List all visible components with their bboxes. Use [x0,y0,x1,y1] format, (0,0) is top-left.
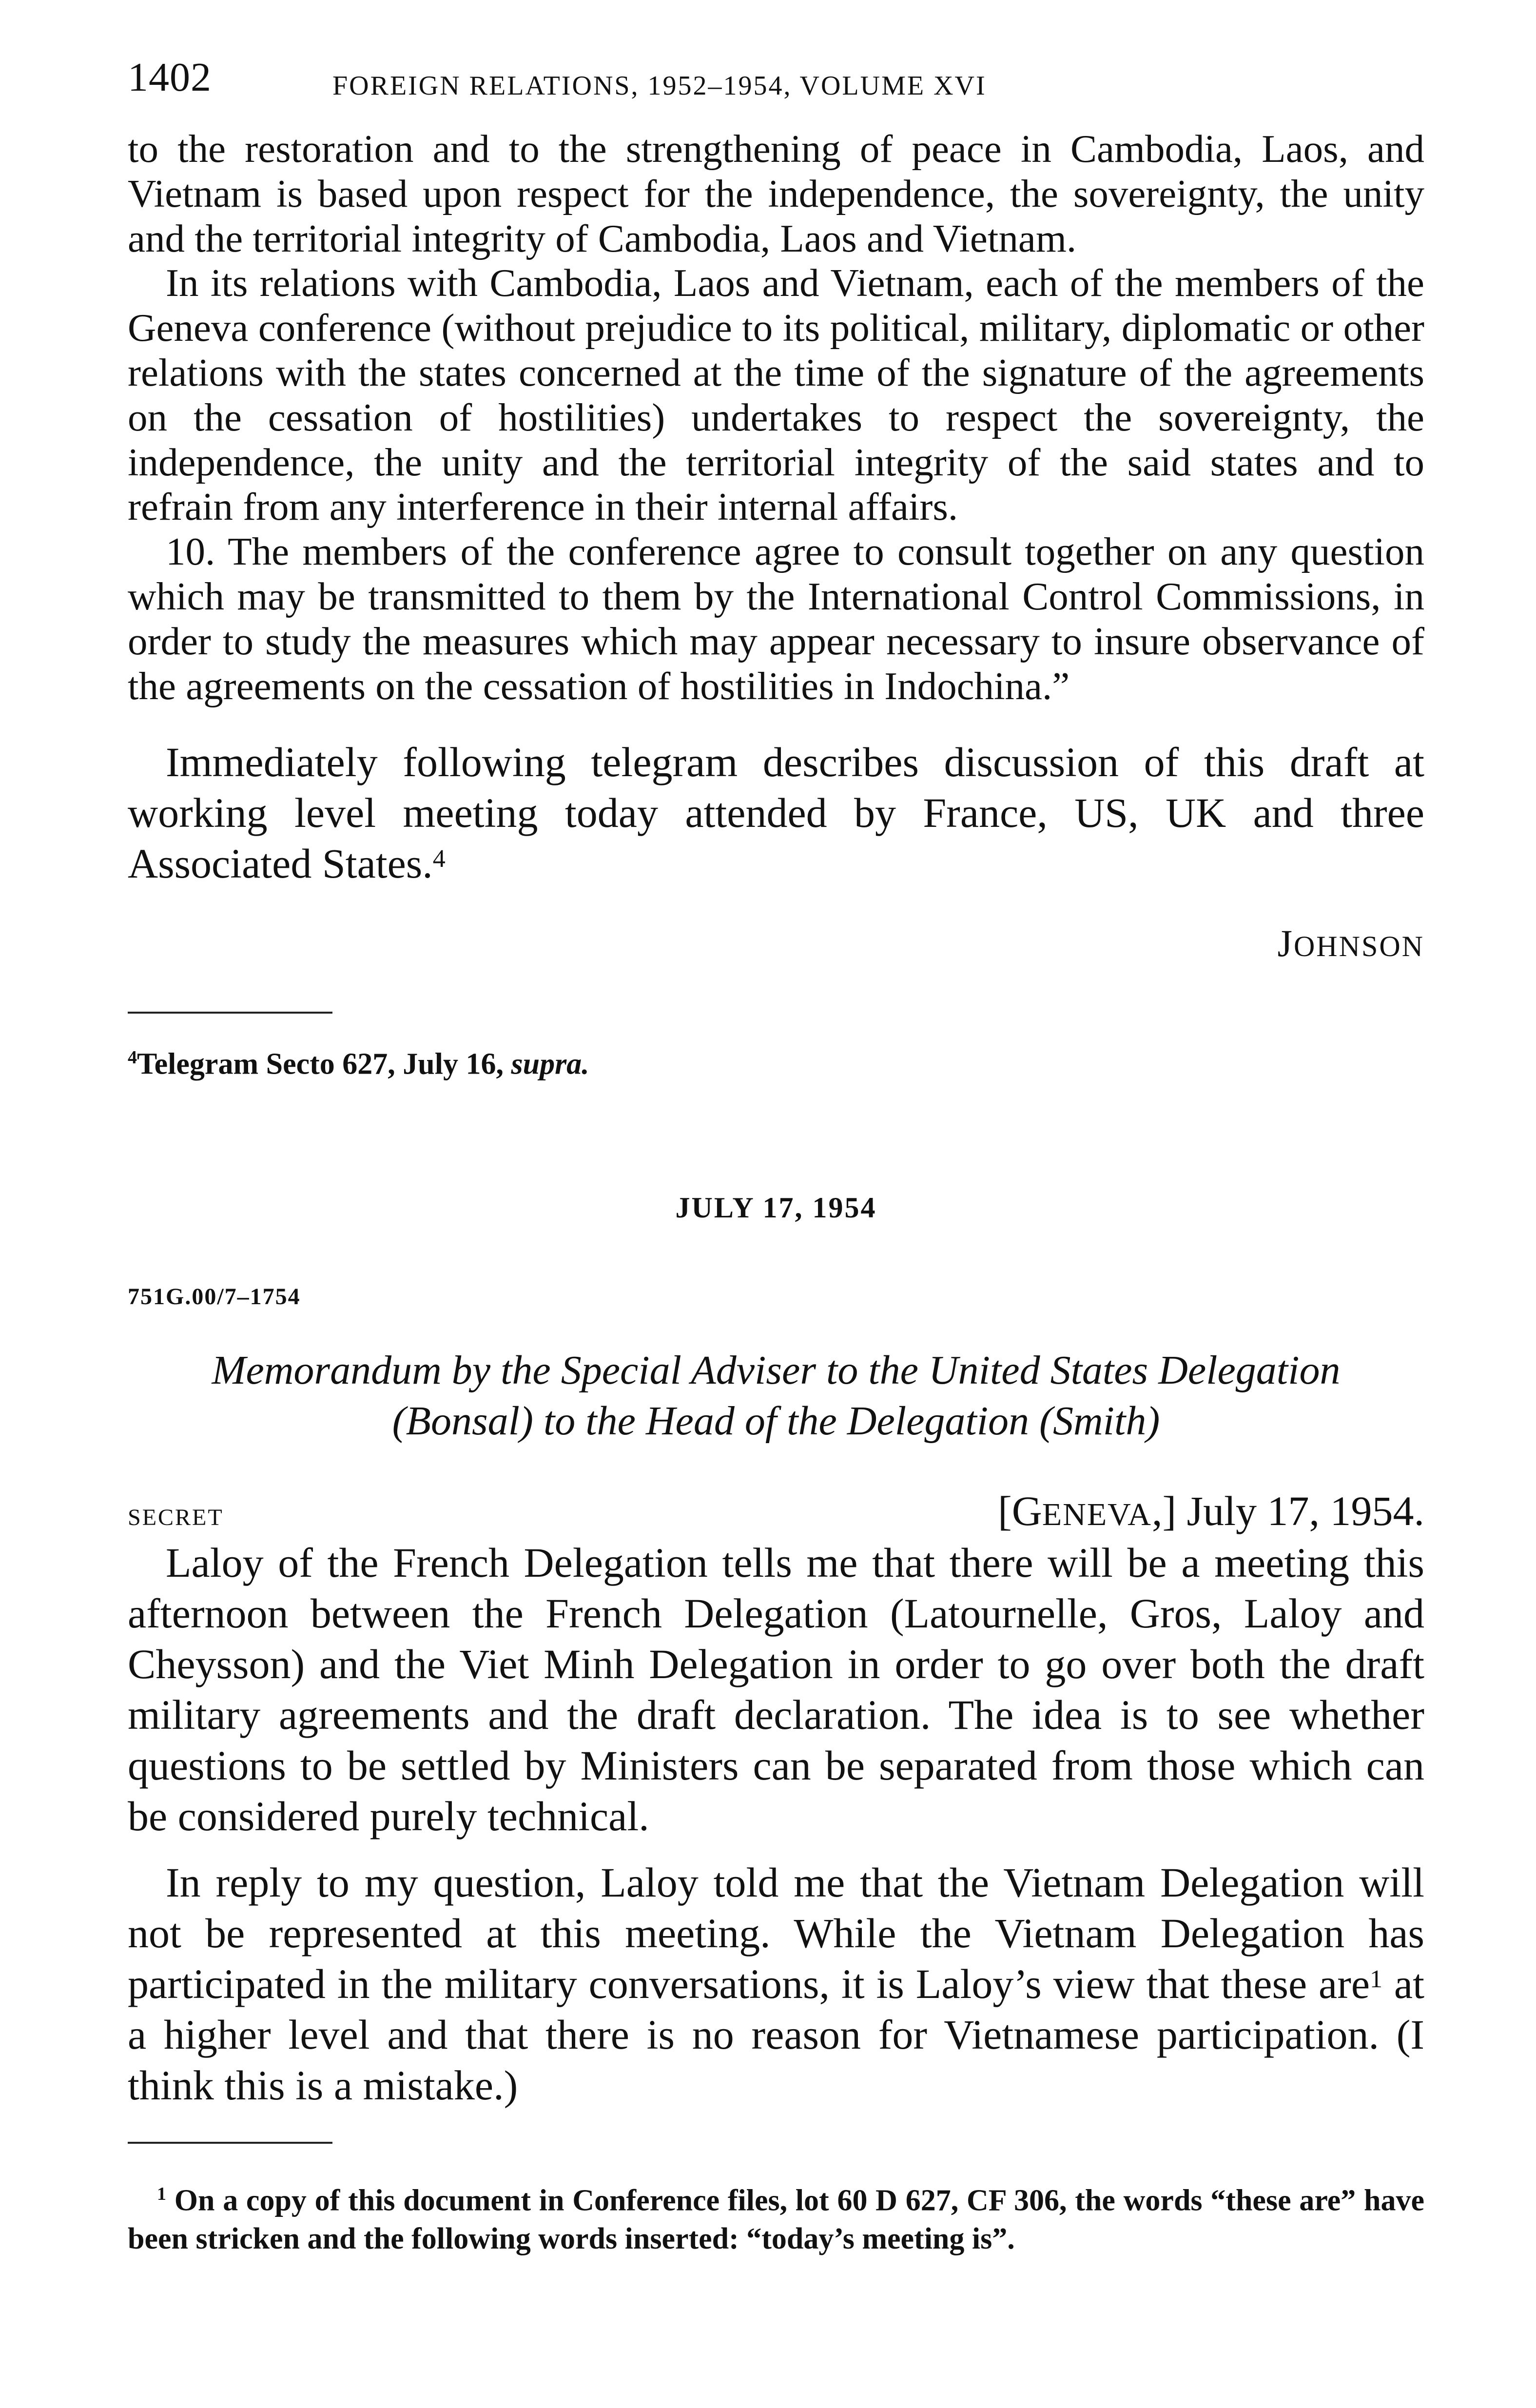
memo-paragraph-1: Laloy of the French Delegation tells me that there will be a meeting this afternoon between the French Delegation (Latournelle, Gros, Laloy and Cheysson) and the Viet Minh Delegation in order to go over both the draft military agreements and the draft declaration. The idea is to see whether questions to be settled by Ministers can be separated from those which can be considered purely technical. [128,1539,1424,1840]
classification-line [128,1487,1424,1537]
memo-text-a: In reply to my question, Laloy told me that the Vietnam Delegation will not be represented at this meeting. While the Vietnam Delegation has participated in the military conversations, it is Laloy’s view that these are [128,1859,1424,2008]
quote-continuation: to the restoration and to the strengthening of peace in Cambodia, Laos, and Vietnam is based upon respect for the independence, the sovereignty, the unity and the territorial integrity of Cambodia, Laos and Vietnam. [128,127,1424,260]
footnote-1 [128,2175,1424,2258]
signature [128,918,1424,972]
place-smallcaps: ENEVA [1042,1497,1152,1533]
telegram-text: Immediately following telegram describes discussion of this draft at working level meeting today attended by France, US, UK and three Associated States. [128,739,1424,887]
telegram-paragraph [128,737,1424,889]
memo-date: July 17, 1954. [1176,1488,1424,1535]
document-title [128,1345,1424,1447]
memo-paragraph-2 [128,1857,1424,2111]
document-page [128,54,1424,2258]
footnote-rule [128,1012,332,1014]
footnote-4 [128,1038,1424,1084]
place-open: [G [998,1488,1042,1535]
footnote-italic: supra. [511,1048,589,1081]
quote-paragraph-10: 10. The members of the conference agree to consult together on any question which may be transmitted to them by the International Control Commissions, in order to study the measures which may appear necessary to insure observance of the agreements on the cessation of hostilities in Indochina.” [128,529,1424,708]
signature-initial: J [1277,922,1294,965]
place-close: ,] [1151,1488,1177,1535]
quote-paragraph: In its relations with Cambodia, Laos and Vietnam, each of the members of the Geneva conference (without prejudice to its political, military, diplomatic or other relations with the states concerned at the time of the signature of the agreements on the cessation of hostilities) undertakes to respect the sovereignty, the independence, the unity and the territorial integrity of the said states and to refrain from any interference in their internal affairs. [128,261,1424,529]
footnote-reference: 4 [432,845,446,873]
section-date: JULY 17, 1954 [675,1192,877,1224]
place-date [998,1487,1424,1535]
title-line-1: Memorandum by the Special Adviser to the United States Delegation [212,1348,1341,1393]
footnote-rule [128,2142,332,2144]
memo-text-b: at a higher level and that there is no reason for Vietnamese participation. (I think this is a mistake.) [128,1960,1424,2109]
footnote-marker: 1 [157,2184,166,2205]
classification: SECRET [128,1505,224,1531]
footnote-text: Telegram Secto 627, July 16, [137,1048,511,1081]
footnote-reference: 1 [1370,1965,1383,1994]
telegram-closing [128,737,1424,889]
document-id: 751G.00/7–1754 [128,1284,301,1310]
memo-body [128,1537,1424,2111]
title-line-2: (Bonsal) to the Head of the Delegation (Smith) [392,1398,1160,1444]
footnote-text: On a copy of this document in Conference files, lot 60 D 627, CF 306, the words “these are” have been stricken and the following words inserted: “today’s meeting is”. [128,2184,1424,2255]
quoted-declaration [128,127,1424,708]
running-title: FOREIGN RELATIONS, 1952–1954, VOLUME XVI [332,71,987,101]
footnote-marker: 4 [128,1047,137,1068]
page-header [128,54,1424,127]
page-number: 1402 [128,55,212,100]
signature-rest: OHNSON [1293,930,1424,963]
